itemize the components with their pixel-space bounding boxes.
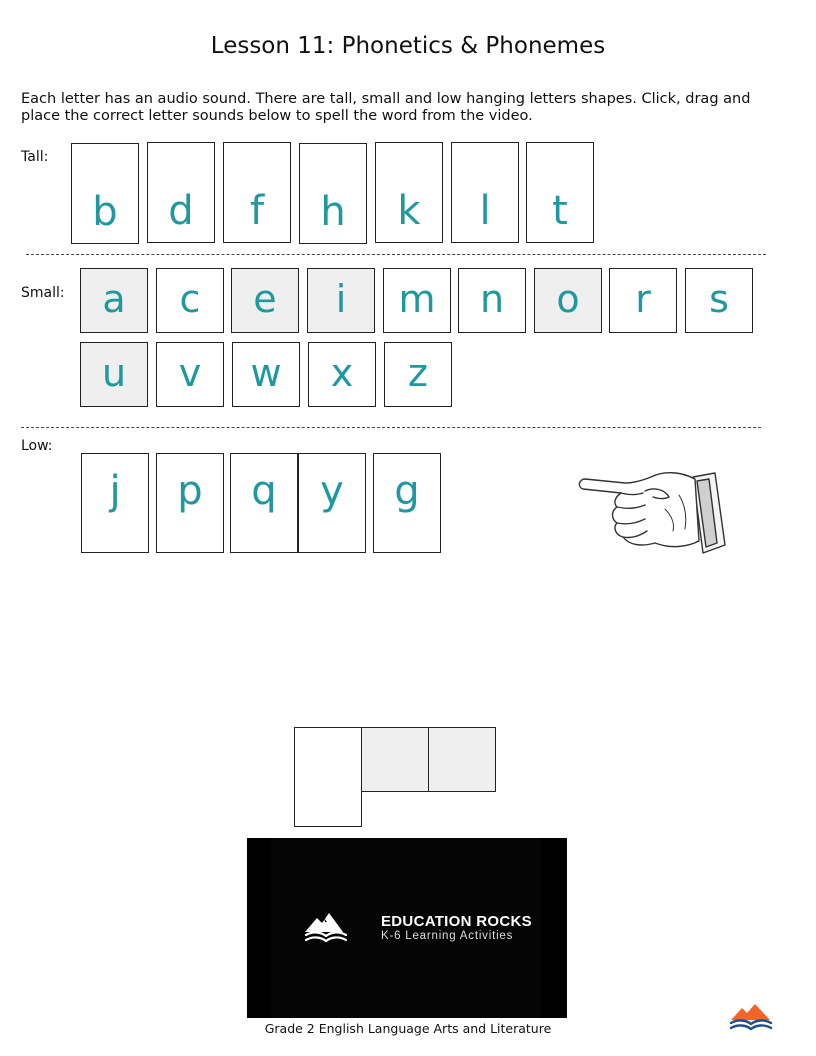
letter-tile-b[interactable]: b (71, 143, 139, 244)
letter-tile-f[interactable]: f (223, 142, 291, 243)
letter-tile-o[interactable]: o (534, 268, 602, 333)
letter-tile-a[interactable]: a (80, 268, 148, 333)
brand-tagline: K-6 Learning Activities (381, 930, 514, 942)
small-section-label: Small: (21, 285, 65, 301)
letter-tile-v[interactable]: v (156, 342, 224, 407)
section-divider-small-low (21, 427, 761, 428)
pointing-hand-icon (575, 465, 730, 560)
instructions-text: Each letter has an audio sound. There are tall, small and low hanging letters shapes. Click, drag and place the correct letter sounds below to spell the word from the video. (21, 91, 751, 124)
letter-tile-u[interactable]: u (80, 342, 148, 407)
letter-tile-s[interactable]: s (685, 268, 753, 333)
page-title: Lesson 11: Phonetics & Phonemes (210, 33, 606, 59)
letter-tile-r[interactable]: r (609, 268, 677, 333)
letter-tile-j[interactable]: j (81, 453, 149, 553)
letter-tile-w[interactable]: w (232, 342, 300, 407)
drop-zone-letter-1[interactable] (294, 727, 362, 827)
low-section-label: Low: (21, 438, 53, 454)
letter-tile-t[interactable]: t (526, 142, 594, 243)
letter-tile-e[interactable]: e (231, 268, 299, 333)
letter-tile-m[interactable]: m (383, 268, 451, 333)
letter-tile-l[interactable]: l (451, 142, 519, 243)
section-divider-tall-small (26, 254, 766, 255)
letter-tile-d[interactable]: d (147, 142, 215, 243)
letter-tile-q[interactable]: q (230, 453, 298, 553)
tall-section-label: Tall: (21, 149, 49, 165)
mountain-book-logo-icon (303, 910, 349, 944)
letter-tile-h[interactable]: h (299, 143, 367, 244)
letter-tile-i[interactable]: i (307, 268, 375, 333)
education-rocks-logo-icon (728, 1002, 774, 1032)
video-player[interactable] (247, 838, 567, 1018)
letter-tile-y[interactable]: y (298, 453, 366, 553)
brand-name: EDUCATION ROCKS (381, 913, 532, 930)
letter-tile-z[interactable]: z (384, 342, 452, 407)
letter-tile-k[interactable]: k (375, 142, 443, 243)
letter-tile-p[interactable]: p (156, 453, 224, 553)
drop-zone-letter-2[interactable] (361, 727, 429, 792)
drop-zone-letter-3[interactable] (428, 727, 496, 792)
letter-tile-c[interactable]: c (156, 268, 224, 333)
footer-text: Grade 2 English Language Arts and Literature (264, 1021, 552, 1036)
letter-tile-n[interactable]: n (458, 268, 526, 333)
letter-tile-g[interactable]: g (373, 453, 441, 553)
letter-tile-x[interactable]: x (308, 342, 376, 407)
video-frame (271, 838, 541, 1018)
